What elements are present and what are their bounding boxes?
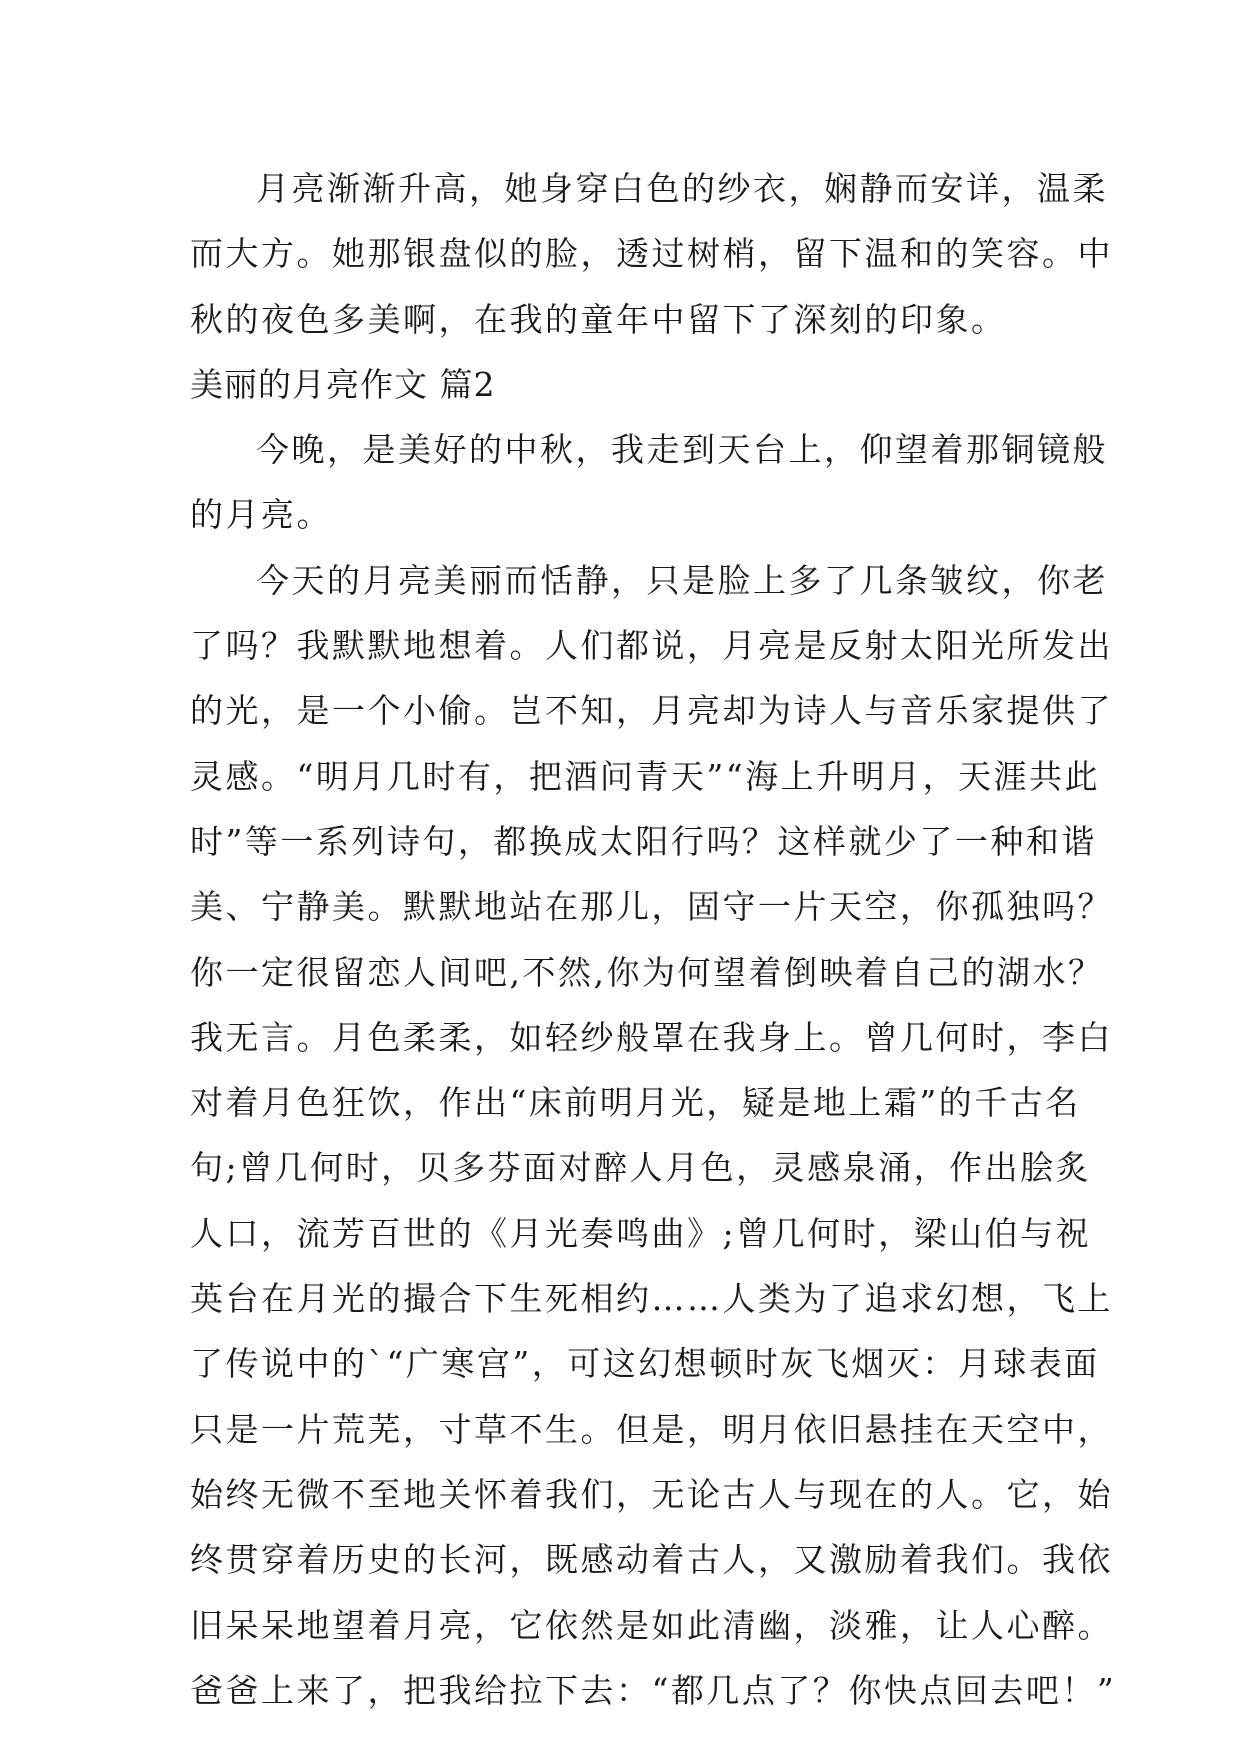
text-line: 始终无微不至地关怀着我们，无论古人与现在的人。它，始 (190, 1474, 1113, 1514)
text-line: 旧呆呆地望着月亮，它依然是如此清幽，淡雅，让人心醉。 (190, 1605, 1113, 1645)
text-line: 句;曾几何时，贝多芬面对醉人月色，灵感泉涌，作出脍炙 (190, 1148, 1092, 1188)
text-line: 只是一片荒芜，寸草不生。但是，明月依旧悬挂在天空中， (190, 1409, 1113, 1449)
text-line: 今晚，是美好的中秋，我走到天台上，仰望着那铜镜般 (256, 430, 1108, 470)
text-line: 了吗？我默默地想着。人们都说，月亮是反射太阳光所发出 (190, 626, 1113, 666)
text-line: 英台在月光的撮合下生死相约……人类为了追求幻想，飞上 (190, 1279, 1113, 1319)
paragraph-1 (190, 156, 1113, 352)
text-line: 对着月色狂饮，作出“床前明月光，疑是地上霜”的千古名 (190, 1083, 1081, 1123)
text-line: 我无言。月色柔柔，如轻纱般罩在我身上。曾几何时，李白 (190, 1017, 1113, 1057)
text-line: 爸爸上来了，把我给拉下去：“都几点了？你快点回去吧！” (190, 1670, 1117, 1710)
document-body (190, 156, 1117, 1723)
text-line: 美、宁静美。默默地站在那儿，固守一片天空，你孤独吗？ (190, 887, 1113, 927)
text-line: 人口，流芳百世的《月光奏鸣曲》;曾几何时，梁山伯与祝 (190, 1213, 1092, 1253)
text-line: 终贯穿着历史的长河，既感动着古人，又激励着我们。我依 (190, 1540, 1113, 1580)
text-line: 时”等一系列诗句，都换成太阳行吗？这样就少了一种和谐 (190, 821, 1097, 861)
text-line: 今天的月亮美丽而恬静，只是脸上多了几条皱纹，你老 (256, 560, 1108, 600)
paragraph-3 (190, 548, 1117, 1723)
text-line: 而大方。她那银盘似的脸，透过树梢，留下温和的笑容。中 (190, 234, 1113, 274)
text-line: 的月亮。 (190, 495, 332, 535)
text-line: 灵感。“明月几时有，把酒问青天”“海上升明月，天涯共此 (190, 756, 1101, 796)
section-heading (190, 352, 1060, 417)
heading-text: 美丽的月亮作文 篇2 (190, 364, 496, 404)
text-line: 你一定很留恋人间吧,不然,你为何望着倒映着自己的湖水？ (190, 952, 1104, 992)
text-line: 秋的夜色多美啊，在我的童年中留下了深刻的印象。 (190, 299, 1007, 339)
text-line: 月亮渐渐升高，她身穿白色的纱衣，娴静而安详，温柔 (256, 169, 1108, 208)
text-line: 的光，是一个小偷。岂不知，月亮却为诗人与音乐家提供了 (190, 691, 1113, 731)
text-line: 了传说中的`“广寒宫”，可这幻想顿时灰飞烟灭：月球表面 (190, 1344, 1100, 1384)
paragraph-2 (190, 417, 1108, 548)
